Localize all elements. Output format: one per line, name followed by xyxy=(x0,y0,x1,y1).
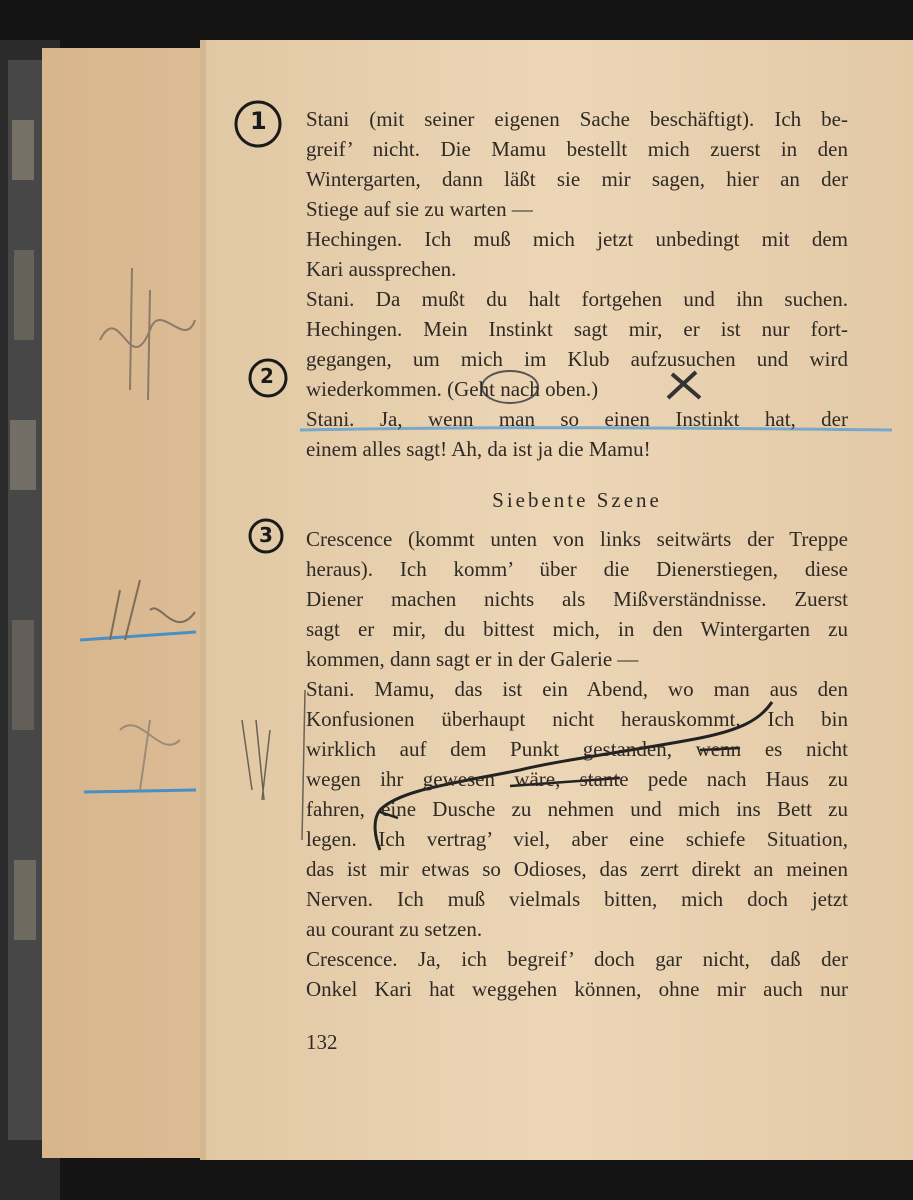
text-line: wiederkommen. (Geht nach oben.) xyxy=(306,377,599,401)
text-line: Diener machen nichts als Mißverständnisse. Zuerst xyxy=(306,587,848,611)
text-line: Hechingen. Ich muß mich jetzt unbedingt mit dem xyxy=(306,227,848,251)
scene-heading: Siebente Szene xyxy=(492,488,662,512)
text-line: Stani. Ja, wenn man so einen Instinkt hat, der xyxy=(306,407,848,431)
text-line: das ist mir etwas so Odioses, das zerrt direkt an meinen xyxy=(306,857,848,881)
text-line: sagt er mir, du bittest mich, in den Wintergarten zu xyxy=(306,617,848,641)
text-line: Stani. Da mußt du halt fortgehen und ihn suchen. xyxy=(306,287,848,311)
text-line: Stani (mit seiner eigenen Sache beschäftigt). Ich be- xyxy=(306,107,848,131)
text-line: Stani. Mamu, das ist ein Abend, wo man aus den xyxy=(306,677,848,701)
text-line: Onkel Kari hat weggehen können, ohne mir auch nur xyxy=(306,977,848,1001)
text-line: au courant zu setzen. xyxy=(306,917,483,941)
text-line: Kari aussprechen. xyxy=(306,257,457,281)
text-line: gegangen, um mich im Klub aufzusuchen und wird xyxy=(306,347,848,371)
text-line: kommen, dann sagt er in der Galerie — xyxy=(306,647,639,671)
text-line: Stiege auf sie zu warten — xyxy=(306,197,533,221)
text-line: einem alles sagt! Ah, da ist ja die Mamu! xyxy=(306,437,651,461)
text-line: wegen ihr gewesen wäre, stante pede nach Haus zu xyxy=(306,767,848,791)
text-line: Wintergarten, dann läßt sie mir sagen, hier an der xyxy=(306,167,848,191)
text-line: Crescence (kommt unten von links seitwärts der Treppe xyxy=(306,527,848,551)
margin-annotation-3: 3 xyxy=(259,523,273,547)
page-number: 132 xyxy=(306,1030,338,1054)
text-line: legen. Ich vertrag’ viel, aber eine schiefe Situation, xyxy=(306,827,848,851)
text-line: Hechingen. Mein Instinkt sagt mir, er ist nur fort- xyxy=(306,317,848,341)
text-line: greif’ nicht. Die Mamu bestellt mich zuerst in den xyxy=(306,137,848,161)
text-line: wirklich auf dem Punkt gestanden, wenn es nicht xyxy=(306,737,848,761)
text-line: Konfusionen überhaupt nicht herauskommt. Ich bin xyxy=(306,707,848,731)
margin-annotation-1: 1 xyxy=(250,107,267,135)
text-line: heraus). Ich komm’ über die Dienerstiegen, diese xyxy=(306,557,848,581)
text-line: fahren, eine Dusche zu nehmen und mich ins Bett zu xyxy=(306,797,848,821)
text-line: Crescence. Ja, ich begreif’ doch gar nicht, daß der xyxy=(306,947,848,971)
text-line: Nerven. Ich muß vielmals bitten, mich doch jetzt xyxy=(306,887,848,911)
margin-annotation-2: 2 xyxy=(260,364,274,388)
